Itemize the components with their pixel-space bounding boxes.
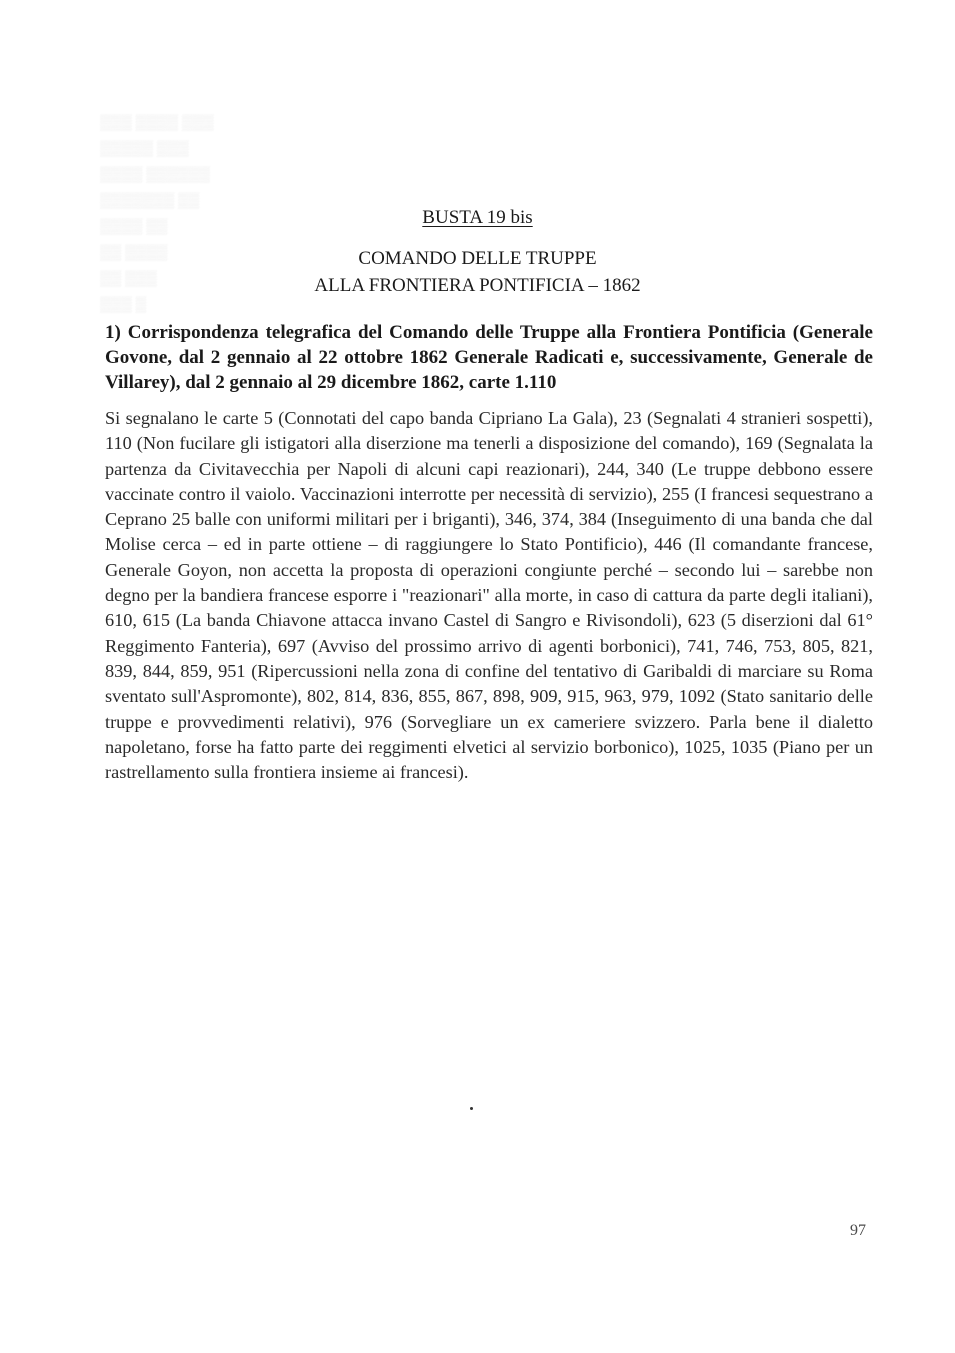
section-heading — [0, 245, 955, 299]
busta-label: BUSTA 19 bis — [422, 207, 533, 228]
scan-speck — [470, 1107, 473, 1110]
page-number: 97 — [850, 1222, 866, 1239]
heading-line-2: ALLA FRONTIERA PONTIFICIA – 1862 — [314, 275, 641, 296]
entry-title: 1) Corrispondenza telegrafica del Comando delle Truppe alla Frontiera Pontificia (Generale Govone, dal 2 gennaio al 22 ottobre 1862 Generale Radicati e, successivamente, Generale de Villarey), dal 2 gennaio al 29 dicembre 1862, carte 1.110 — [105, 322, 873, 393]
bleed-through-decoration: ▒▒▒ ▒▒▒▒ ▒▒▒ ▒▒▒▒▒ ▒▒▒ ▒▒▒▒ ▒▒▒▒▒▒ ▒▒▒▒▒▒▒ ▒▒ ▒▒▒▒ ▒▒ ▒▒ ▒▒▒▒ ▒▒ ▒▒▒ ▒▒▒ ▒ — [100, 115, 214, 313]
entry-body: Si segnalano le carte 5 (Connotati del capo banda Cipriano La Gala), 23 (Segnalati 4 stranieri sospetti), 110 (Non fucilare gli istigatori alla diserzione ma tenerli a disposizione del comando), 169 (Segnalata la partenza da Civitavecchia per Napoli di alcuni capi reazionari), 244, 340 (Le truppe debbono essere vaccinate contro il vaiolo. Vaccinazioni interrotte per necessità di servizio), 255 (I francesi sequestrano a Ceprano 25 balle con uniformi militari per i briganti), 346, 374, 384 (Inseguimento di una banda che dal Molise cerca – ed in parte ottiene – di raggiungere lo Stato Pontificio), 446 (Il comandante francese, Generale Goyon, non accetta la proposta di operazioni congiunte perché – secondo lui – sarebbe non degno per la bandiera francese esporre i "reazionari" alla morte, in caso di cattura da parte degli italiani), 610, 615 (La banda Chiavone attacca invano Castel di Sangro e Rivisondoli), 623 (5 diserzioni dal 61° Reggimento Fanteria), 697 (Avviso del prossimo arrivo di agenti borbonici), 741, 746, 753, 805, 821, 839, 844, 859, 951 (Ripercussioni nella zona di confine del tentativo di Garibaldi di marciare su Roma sventato sull'Aspromonte), 802, 814, 836, 855, 867, 898, 909, 915, 963, 979, 1092 (Stato sanitario delle truppe e provvedimenti relativi), 976 (Sorvegliare un ex cameriere svizzero. Parla bene il dialetto napoletano, forse ha fatto parte dei reggimenti elvetici al servizio borbonico), 1025, 1035 (Piano per un rastrellamento sulla frontiera insieme ai francesi). — [105, 408, 873, 783]
heading-line-1: COMANDO DELLE TRUPPE — [358, 248, 597, 269]
